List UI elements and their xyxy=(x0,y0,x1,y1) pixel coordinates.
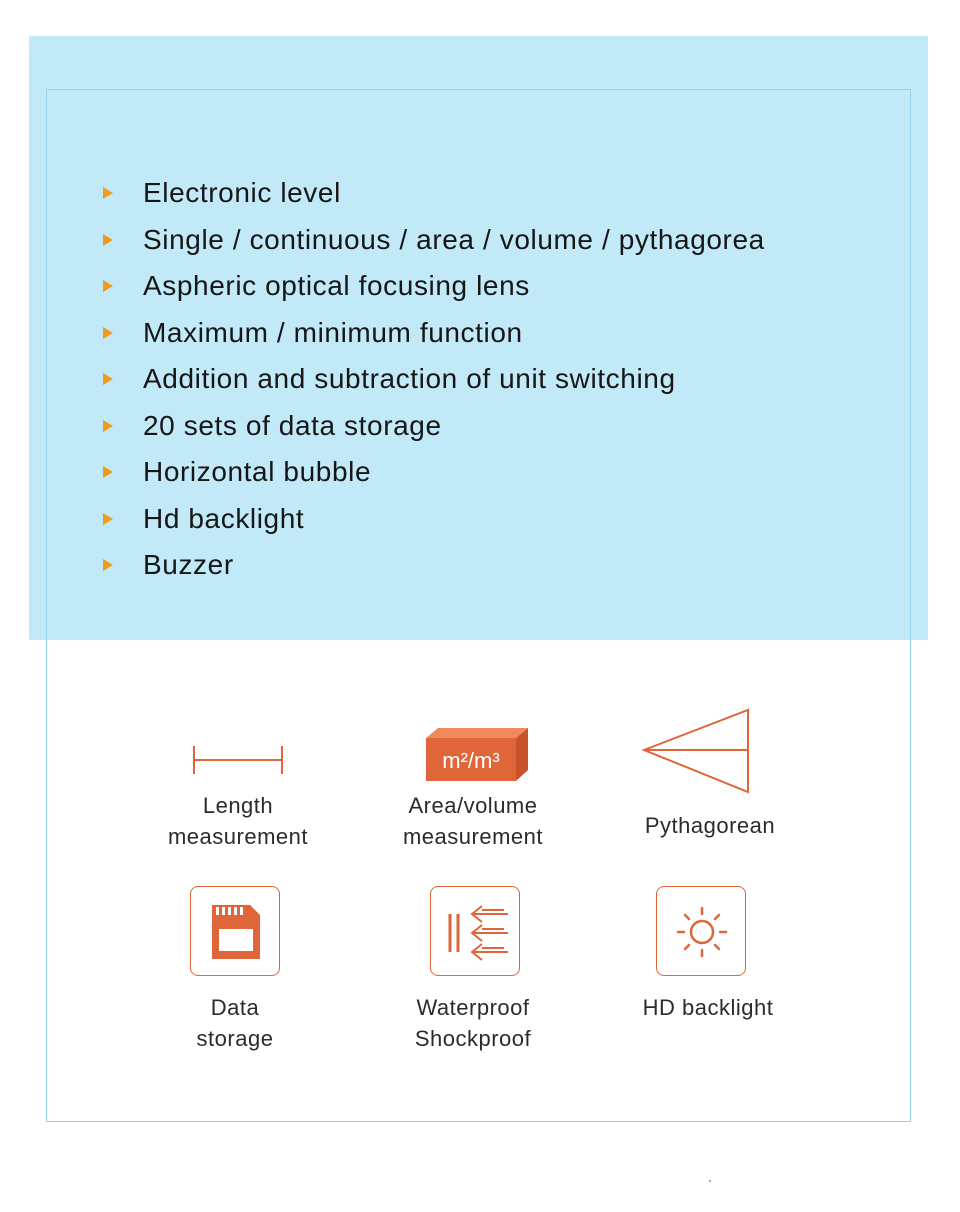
waterproof-label-line1: Waterproof xyxy=(416,995,530,1020)
bullet-arrow-icon xyxy=(103,187,113,199)
stray-dot xyxy=(709,1180,711,1182)
feature-item xyxy=(100,217,765,264)
bullet-arrow-icon xyxy=(103,559,113,571)
bullet-arrow-icon xyxy=(103,327,113,339)
area-label-line1: Area/volume xyxy=(408,793,538,818)
feature-text: Buzzer xyxy=(143,549,234,581)
sd-card-icon xyxy=(210,903,262,961)
feature-text: Electronic level xyxy=(143,177,341,209)
bullet-arrow-icon xyxy=(103,420,113,432)
hd-backlight-label: HD backlight xyxy=(642,995,774,1020)
sun-backlight-icon xyxy=(675,905,729,959)
feature-text: Maximum / minimum function xyxy=(143,316,523,348)
area-volume-label xyxy=(373,790,573,852)
feature-text: Hd backlight xyxy=(143,502,305,534)
feature-item xyxy=(100,310,765,357)
feature-item xyxy=(100,170,765,217)
bullet-arrow-icon xyxy=(103,373,113,385)
area-volume-badge-text: m²/m³ xyxy=(442,748,500,773)
length-label-line1: Length xyxy=(202,793,274,818)
feature-text: Single / continuous / area / volume / pythagorea xyxy=(143,223,765,255)
feature-text: Horizontal bubble xyxy=(143,456,372,488)
waterproof-label-line2: Shockproof xyxy=(414,1026,532,1051)
pythagorean-triangle-icon xyxy=(640,706,754,796)
feature-item xyxy=(100,356,765,403)
feature-item xyxy=(100,542,765,589)
feature-text: 20 sets of data storage xyxy=(143,409,442,441)
storage-label-line1: Data xyxy=(210,995,260,1020)
length-label-line2: measurement xyxy=(167,824,308,849)
bullet-arrow-icon xyxy=(103,280,113,292)
feature-list xyxy=(100,170,765,589)
waterproof-shockproof-label xyxy=(373,992,573,1054)
pythagorean-label: Pythagorean xyxy=(644,813,776,838)
feature-item xyxy=(100,403,765,450)
data-storage-label xyxy=(135,992,335,1054)
feature-text: Addition and subtraction of unit switching xyxy=(143,363,676,395)
bullet-arrow-icon xyxy=(103,513,113,525)
feature-item xyxy=(100,496,765,543)
feature-item xyxy=(100,263,765,310)
length-measurement-label xyxy=(140,790,336,852)
area-label-line2: measurement xyxy=(402,824,543,849)
waterproof-shockproof-icon xyxy=(442,900,512,964)
bullet-arrow-icon xyxy=(103,466,113,478)
feature-item xyxy=(100,449,765,496)
length-measurement-icon xyxy=(190,742,286,778)
bullet-arrow-icon xyxy=(103,234,113,246)
storage-label-line2: storage xyxy=(196,1026,274,1051)
feature-text: Aspheric optical focusing lens xyxy=(143,270,530,302)
